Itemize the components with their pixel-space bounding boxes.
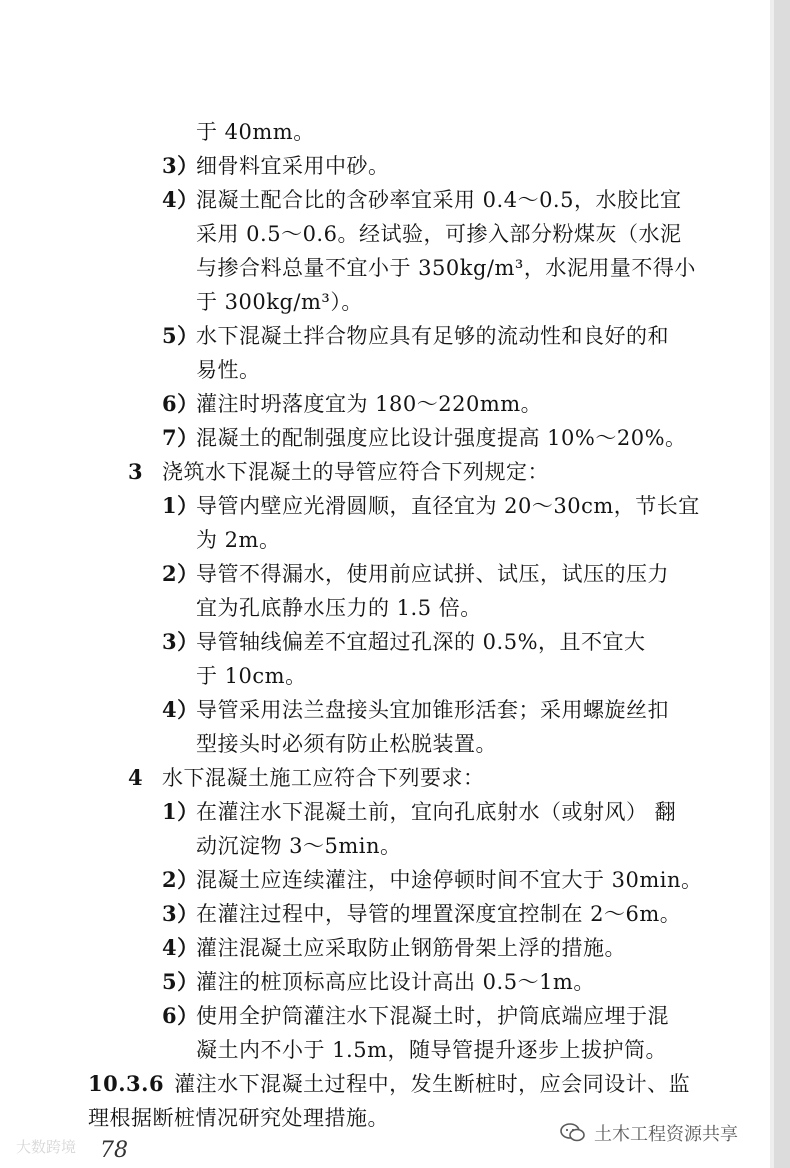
watermark-left: 大数跨境 <box>16 1138 77 1156</box>
list-item: 7）混凝土的配制强度应比设计强度提高 10%～20%。 <box>162 425 687 450</box>
text-line: 凝土内不小于 1.5m，随导管提升逐步上拔护筒。 <box>196 1038 667 1062</box>
section-item: 3 浇筑水下混凝土的导管应符合下列规定： <box>128 459 549 484</box>
item-number: 2） <box>162 867 199 892</box>
section-item: 4 水下混凝土施工应符合下列要求： <box>128 765 485 790</box>
list-item: 5）灌注的桩顶标高应比设计高出 0.5～1m。 <box>162 969 595 994</box>
item-number: 4） <box>162 697 199 722</box>
item-number: 4） <box>162 935 199 960</box>
list-item: 1）导管内壁应光滑圆顺，直径宜为 20～30cm，节长宜 <box>162 493 700 518</box>
text-line: 于 40mm。 <box>196 120 315 144</box>
page-edge <box>774 0 790 1168</box>
list-item: 4）混凝土配合比的含砂率宜采用 0.4～0.5，水胶比宜 <box>162 187 682 212</box>
text-line: 型接头时必须有防止松脱装置。 <box>196 732 497 756</box>
item-number: 1） <box>162 493 199 518</box>
text-line: 采用 0.5～0.6。经试验，可掺入部分粉煤灰（水泥 <box>196 222 682 246</box>
item-number: 4） <box>162 187 199 212</box>
list-item: 4）灌注混凝土应采取防止钢筋骨架上浮的措施。 <box>162 935 626 960</box>
text-line: 与掺合料总量不宜小于 350kg/m³，水泥用量不得小 <box>196 256 696 280</box>
item-number: 3） <box>162 629 199 654</box>
section-number: 4 <box>128 765 144 790</box>
item-number: 2） <box>162 561 199 586</box>
text-line: 于 300kg/m³）。 <box>196 290 363 314</box>
text-line: 宜为孔底静水压力的 1.5 倍。 <box>196 596 482 620</box>
list-item: 3）导管轴线偏差不宜超过孔深的 0.5%，且不宜大 <box>162 629 646 654</box>
item-number: 6） <box>162 1003 199 1028</box>
item-number: 3） <box>162 901 199 926</box>
page-number: 78 <box>100 1138 128 1163</box>
list-item: 5）水下混凝土拌合物应具有足够的流动性和良好的和 <box>162 323 669 348</box>
list-item: 3）细骨料宜采用中砂。 <box>162 153 390 178</box>
text-line: 为 2m。 <box>196 528 281 552</box>
wechat-icon <box>560 1122 586 1144</box>
list-item: 3）在灌注过程中，导管的埋置深度宜控制在 2～6m。 <box>162 901 682 926</box>
section-number: 3 <box>128 459 144 484</box>
list-item: 2）导管不得漏水，使用前应试拼、试压，试压的压力 <box>162 561 669 586</box>
watermark-right <box>560 1120 738 1146</box>
item-number: 1） <box>162 799 199 824</box>
text-line: 理根据断桩情况研究处理措施。 <box>88 1106 389 1130</box>
list-item: 6）使用全护筒灌注水下混凝土时，护筒底端应埋于混 <box>162 1003 669 1028</box>
list-item: 6）灌注时坍落度宜为 180～220mm。 <box>162 391 543 416</box>
item-number: 5） <box>162 323 199 348</box>
clause-number: 10.3.6 <box>88 1071 165 1096</box>
item-number: 7） <box>162 425 199 450</box>
list-item: 1）在灌注水下混凝土前，宜向孔底射水（或射风） 翻 <box>162 799 677 824</box>
text-line: 易性。 <box>196 358 261 382</box>
clause-paragraph: 10.3.6 灌注水下混凝土过程中，发生断桩时，应会同设计、监 <box>88 1071 691 1096</box>
list-item: 2）混凝土应连续灌注，中途停顿时间不宜大于 30min。 <box>162 867 703 892</box>
text-line: 动沉淀物 3～5min。 <box>196 834 402 858</box>
item-number: 5） <box>162 969 199 994</box>
text-line: 于 10cm。 <box>196 664 307 688</box>
list-item: 4）导管采用法兰盘接头宜加锥形活套；采用螺旋丝扣 <box>162 697 669 722</box>
item-number: 3） <box>162 153 199 178</box>
item-number: 6） <box>162 391 199 416</box>
watermark-right-text: 土木工程资源共享 <box>594 1124 738 1145</box>
